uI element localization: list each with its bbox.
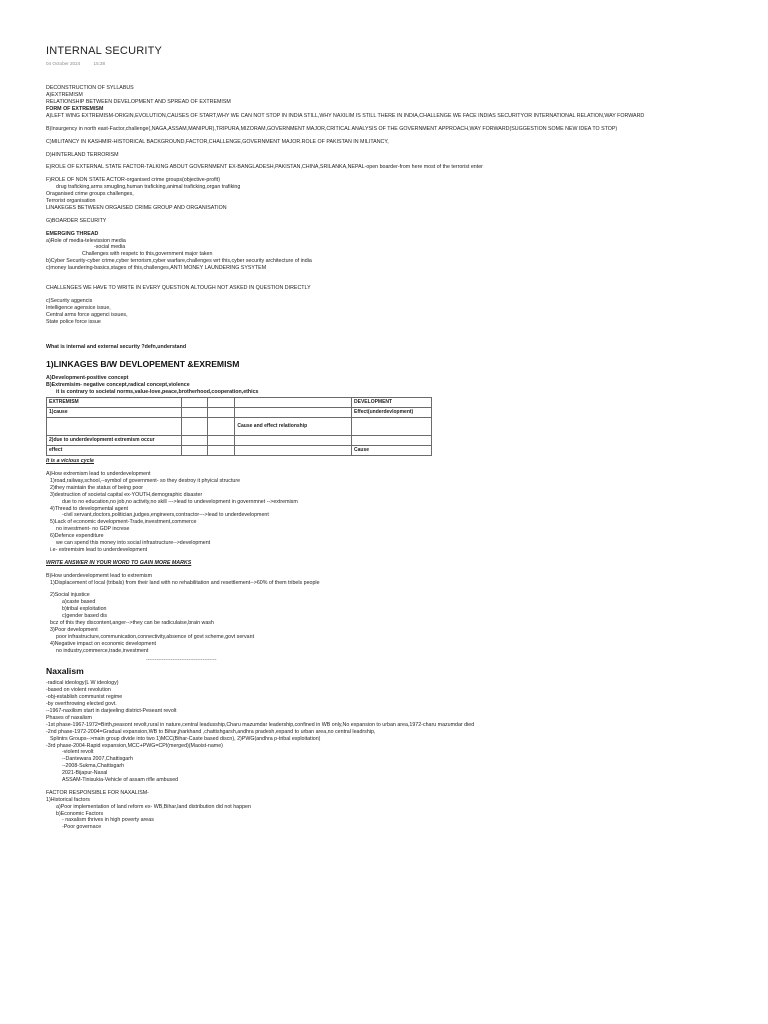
emerging-b: b)Cyber Security-cyber crime,cyber terrorism,cyber warfare,challenges wrt this,cyber security architecture of india (46, 258, 312, 265)
emerging-a-challenges: Challenges with respetc to this,government major taken (82, 251, 213, 258)
list-item: -based on violent revolution (46, 687, 111, 694)
list-item: -obj-establish communist regime (46, 694, 123, 701)
list-item: due to no education,no job,no activity,no skill --->lead to undevelopment in governmnet -->extremism (62, 498, 298, 505)
syllabus-line: A)EXTREMISM (46, 92, 83, 99)
table-cell (207, 398, 235, 408)
list-item: 5)Lack of economic development-Trade,investment,commerce (50, 519, 197, 526)
list-item: c)gender based dis (62, 613, 108, 620)
list-item: a)caste based (62, 599, 96, 606)
table-row (47, 436, 432, 446)
write-note: WRITE ANSWER IN YOUR WORD TO GAIN MORE MARKS (46, 559, 192, 566)
table-cell (235, 436, 352, 446)
list-item: 2)Social injustice (50, 592, 90, 599)
list-item: --Dantewara 2007,Chattisgarh (62, 756, 133, 763)
form-e: E)ROLE OF EXTERNAL STATE FACTOR-TALKING ABOUT GOVERNMENT EX-BANGLADESH,PAKISTAN,CHINA,SRILANKA,NEPAL-open boarder-from here most of the terrorist enter (46, 164, 483, 171)
table-cell: DEVELOPMENT (352, 398, 432, 408)
list-item: -1st phase-1967-1972=Birth,peasont revolt,rural in nature,central leadusship,Charu mazumdar leadership,confined in WB only,No expansion to urban area,1972-charu mazumdar died (46, 721, 475, 728)
list-item: -3rd phase-2004-Rapid expansion,MCC+PWG=CPI(merged)(Maoist-name) (46, 742, 223, 749)
form-f-sub: drug traficking,arms smugling,human traficking,animal traficking,organ trafiking (56, 184, 241, 191)
underdev-extremism-heading: B)How underdevelopmemt lead to extremism (46, 572, 152, 579)
table-cell (181, 436, 207, 446)
security-line: c)Security aggencis (46, 297, 93, 304)
table-cell (181, 446, 207, 456)
table-cell (181, 398, 207, 408)
note-page (46, 44, 762, 831)
form-b: B)Insurgency in north east-Factor,challenge(,NAGA,ASSAM,MANIPUR),TRIPURA,MIZORAM,GOVERNMENT MAJOR,CRITICAL ANALYSIS OF THE GOVERNMENT APPROACH,WAY FORWARD(SUGGESTION SOME NEW IDEA TO STOP) (46, 125, 618, 132)
table-cell (235, 398, 352, 408)
table-cell (352, 436, 432, 446)
list-item: ASSAM-Tinisukia-Vehicle of assam rifle ambused (62, 776, 179, 783)
list-item: -violent revolt (62, 749, 94, 756)
table-cell (235, 446, 352, 456)
emerging-heading: EMERGING THREAD (46, 230, 99, 237)
table-cell (352, 418, 432, 436)
table-cell: effect (47, 446, 182, 456)
list-item: 2021-Bijapur-Naxal (62, 770, 108, 777)
extremism-underdev-list (46, 478, 762, 554)
extremism-underdev-heading: A)How extremism lead to underdevelopment (46, 471, 151, 478)
table-cell: EXTREMISM (47, 398, 182, 408)
list-item: a)Poor implementation of land reform ex- WB,Bihar,land distribution did not happen (56, 803, 251, 810)
page-title: INTERNAL SECURITY (46, 45, 163, 57)
linkage-b-sub: it is contrary to societal norms,value-love,peace,brotherhood,cooperation,ethics (56, 389, 259, 396)
list-item: -by overthrowing elected govt. (46, 701, 117, 708)
list-item: - naxalism thrives in high poverty areas (62, 817, 154, 824)
list-item: 2)they maintain the status of being poor (50, 484, 144, 491)
list-item: no industry,commerce,trade,investment (56, 647, 149, 654)
vicious-cycle-note: It is a vicious cycle (46, 458, 94, 465)
table-cell: Effect(underdevlopment) (352, 408, 432, 418)
note-date: 04 October 2024 (46, 61, 81, 67)
separator: ---------------------------------------- (146, 657, 217, 664)
factor-list (46, 797, 762, 831)
form-f: F)ROLE OF NON STATE ACTOR-organised crime groups(objective-profit) (46, 177, 220, 184)
table-row (47, 446, 432, 456)
list-item: no investment- no GDP increse (56, 526, 130, 533)
emerging-c: c)money laundering-basics,stages of this,challenges,ANTI MONEY LAUNDERING SYSYTEM (46, 265, 267, 272)
table-cell (207, 436, 235, 446)
list-item: poor infrastructure,communication,connectivity,absence of govt scheme,govt servant (56, 633, 255, 640)
list-item: b)tribal exploitation (62, 606, 107, 613)
list-item: 3)Poor development (50, 626, 98, 633)
list-item: 3)destruction of societal capital ex-YOUTH,demographic disaster (50, 491, 203, 498)
list-item: Splintrs Groups-->main group divide into two 1)MCC(Bihar-Caste based discn), 2)PWG(andhra p-tribal exploitation) (50, 735, 321, 742)
table-cell (181, 408, 207, 418)
list-item: -2nd phase-1972-2004=Gradual expansion,WB to Bihar,jharkhand ,chattishgarsh,andhra pradesh,expand to urban area,no central leadrship, (46, 728, 376, 735)
list-item: 4)Thread to developmental agent (50, 505, 129, 512)
linkage-a: A)Development-positive concept (46, 375, 129, 382)
list-item: we can spend this money into social infrastructure-->development (56, 539, 211, 546)
list-item: -Poor governace (62, 824, 102, 831)
defn-question: What is internal and external security ?defn,understand (46, 344, 187, 351)
table-row (47, 408, 432, 418)
form-d: D)HINTERLAND TERRORISM (46, 151, 119, 158)
underdev-line: 1)Displacement of local (tribals) from their land with no rehabilitation and resettlement-->60% of them tribels people (50, 579, 320, 586)
form-f-line: LINAKEGES BETWEEN ORGAISED CRIME GROUP AND ORGANISATION (46, 204, 227, 211)
table-cell (235, 408, 352, 418)
factor-heading: FACTOR RESPONSIBLE FOR NAXALISM- (46, 789, 149, 796)
linkages-heading: 1)LINKAGES B/W DEVLOPEMENT &EXREMISM (46, 359, 240, 370)
list-item: 4)Negative impact on economic development (50, 640, 156, 647)
form-f-line: Terrorist organisation (46, 197, 96, 204)
list-item: Phases of naxalism (46, 714, 92, 721)
table-cell (181, 418, 207, 436)
table-cell: 2)due to underdevlopmemt extremism occur (47, 436, 182, 446)
table-cell: 1)cause (47, 408, 182, 418)
table-cell: Cause (352, 446, 432, 456)
security-line: State police force issue (46, 318, 101, 325)
list-item: --2008-Sukma,Chattisgarh (62, 763, 125, 770)
list-item: 6)Defence expenditure (50, 533, 104, 540)
list-item: 1)road,railway,school,--symbol of government- so they destroy it phyical structure (50, 477, 241, 484)
linkage-table (46, 397, 432, 456)
note-meta (46, 61, 762, 67)
security-line: Central arms force aggenci issues, (46, 311, 128, 318)
emerging-a-social: -social media (94, 244, 126, 251)
forms-heading: FORM OF EXTREMISM (46, 105, 104, 112)
table-cell (207, 446, 235, 456)
linkage-b: B)Extremisim- negative concept,radical concept,violence (46, 382, 190, 389)
challenges-note: CHALLENGES WE HAVE TO WRITE IN EVERY QUESTION ALTOUGH NOT ASKED IN QUESTION DIRECTLY (46, 284, 311, 291)
syllabus-line: RELATIONSHIP BETWEEN DEVELOPMENT AND SPREAD OF EXTREMISM (46, 99, 231, 106)
table-cell (207, 418, 235, 436)
form-f-line: Oraganised crime groups challenges, (46, 191, 134, 198)
syllabus-line: DECONSTRUCTION OF SYLLABUS (46, 85, 134, 92)
security-line: Intelligence agensice issue, (46, 304, 111, 311)
list-item: i.e- extremisim lead to underdevelopment (50, 546, 148, 553)
naxalism-list (46, 680, 762, 783)
table-cell: Cause and effect relationship (235, 418, 352, 436)
note-time: 15:38 (93, 61, 106, 67)
list-item: --1967-naxilism start in darjeeling district-Peseant revolt (46, 708, 177, 715)
table-row (47, 398, 432, 408)
underdev-extremism-list (46, 592, 762, 654)
naxalism-heading: Naxalism (46, 666, 84, 677)
list-item: 1)Historical factors (46, 796, 90, 803)
emerging-a: a)Role of media-televission media (46, 237, 126, 244)
form-a: A)LEFT WING EXTREMISM-ORIGIN,EVOLUTION,CAUSES OF START,WHY WE CAN NOT STOP IN INDIA STILL,WHY NAXILIM IS STILL THERE IN INDIA,CHALLENGE WE FACE INDIAS SECURITYOR INTERNATIONAL RELATION,WAY FORWARD (46, 112, 645, 119)
table-cell (207, 408, 235, 418)
list-item: bcz of this they discontent,anger-->they can be radiculaise,brain wash (50, 619, 214, 626)
form-g: G)BOARDER SECURITY (46, 217, 107, 224)
table-cell (47, 418, 182, 436)
list-item: b)Economic Factors (56, 810, 104, 817)
list-item: -civil servant,doctors,politician,judges,engineers,contractor--->lead to underdevelopment (62, 512, 269, 519)
form-c: C)MILITANCY IN KASHMIR-HISTORICAL BACKGROUND,FACTOR,CHALLENGE,GOVERNMENT MAJOR.ROLE OF PAKISTAN IN MILITANCY, (46, 138, 389, 145)
table-row (47, 418, 432, 436)
list-item: -radical ideology(L W ideology) (46, 680, 119, 687)
